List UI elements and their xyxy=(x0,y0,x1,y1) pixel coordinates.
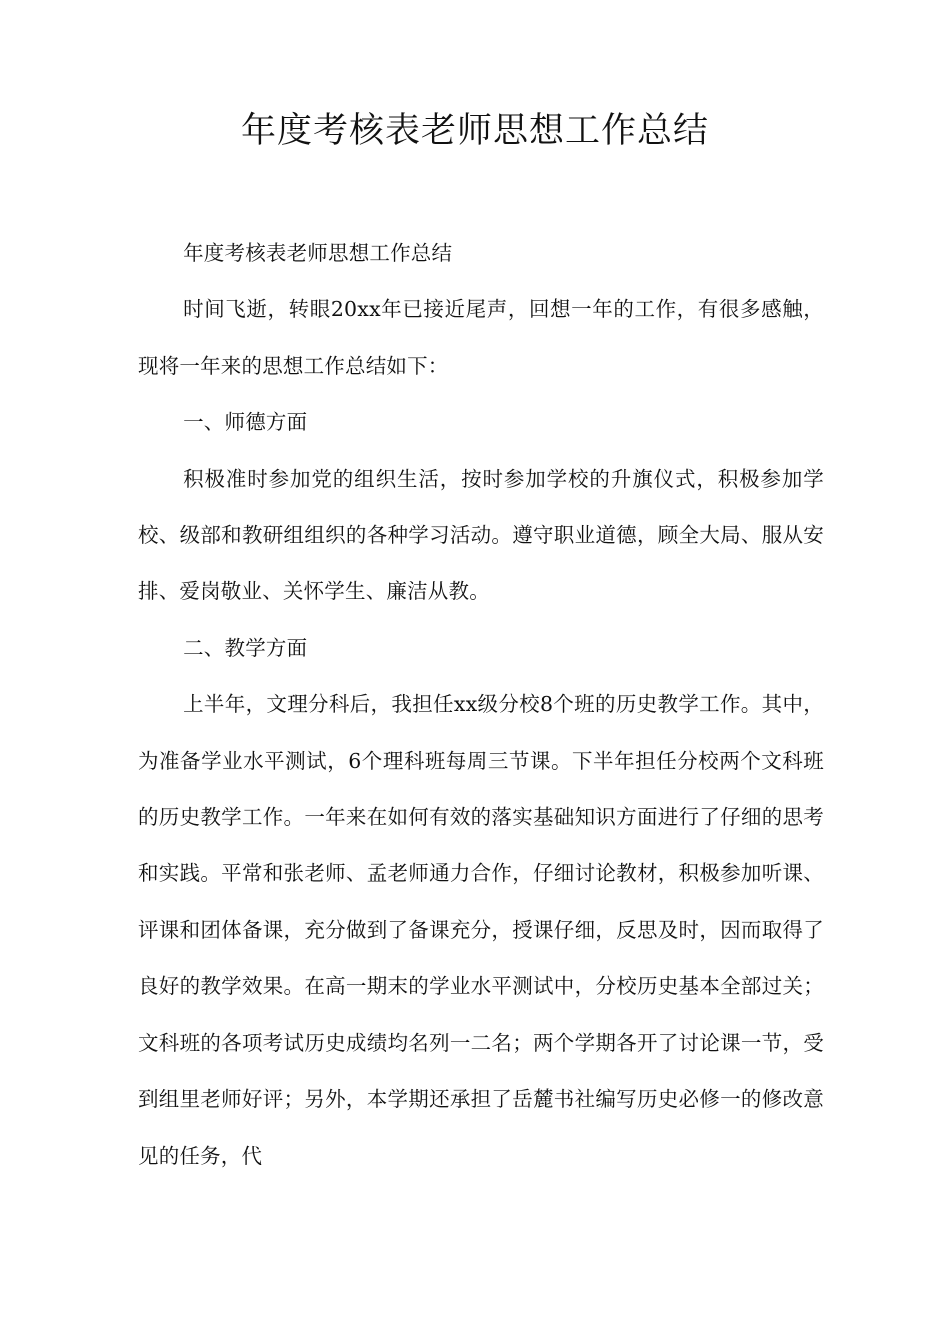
document-body xyxy=(138,225,824,1184)
document-title: 年度考核表老师思想工作总结 xyxy=(240,111,709,151)
paragraph-ethics: 积极准时参加党的组织生活，按时参加学校的升旗仪式，积极参加学校、级部和教研组组织的各种学习活动。遵守职业道德，顾全大局、服从安排、爱岗敬业、关怀学生、廉洁从教。 xyxy=(138,466,824,604)
section-heading-teaching: 二、教学方面 xyxy=(183,635,308,660)
paragraph-intro: 时间飞逝，转眼20xx年已接近尾声，回想一年的工作，有很多感触，现将一年来的思想工作总结如下： xyxy=(138,297,824,378)
paragraph-teaching: 上半年，文理分科后，我担任xx级分校8个班的历史教学工作。其中，为准备学业水平测试，6个理科班每周三节课。下半年担任分校两个文科班的历史教学工作。一年来在如何有效的落实基础知识方面进行了仔细的思考和实践。平常和张老师、孟老师通力合作，仔细讨论教材，积极参加听课、评课和团体备课，充分做到了备课充分，授课仔细，反思及时，因而取得了良好的教学效果。在高一期末的学业水平测试中，分校历史基本全部过关；文科班的各项考试历史成绩均名列一二名；两个学期各开了讨论课一节，受到组里老师好评；另外，本学期还承担了岳麓书社编写历史必修一的修改意见的任务，代 xyxy=(138,692,824,1168)
section-heading-ethics: 一、师德方面 xyxy=(183,410,308,435)
paragraph-subtitle: 年度考核表老师思想工作总结 xyxy=(183,241,453,265)
